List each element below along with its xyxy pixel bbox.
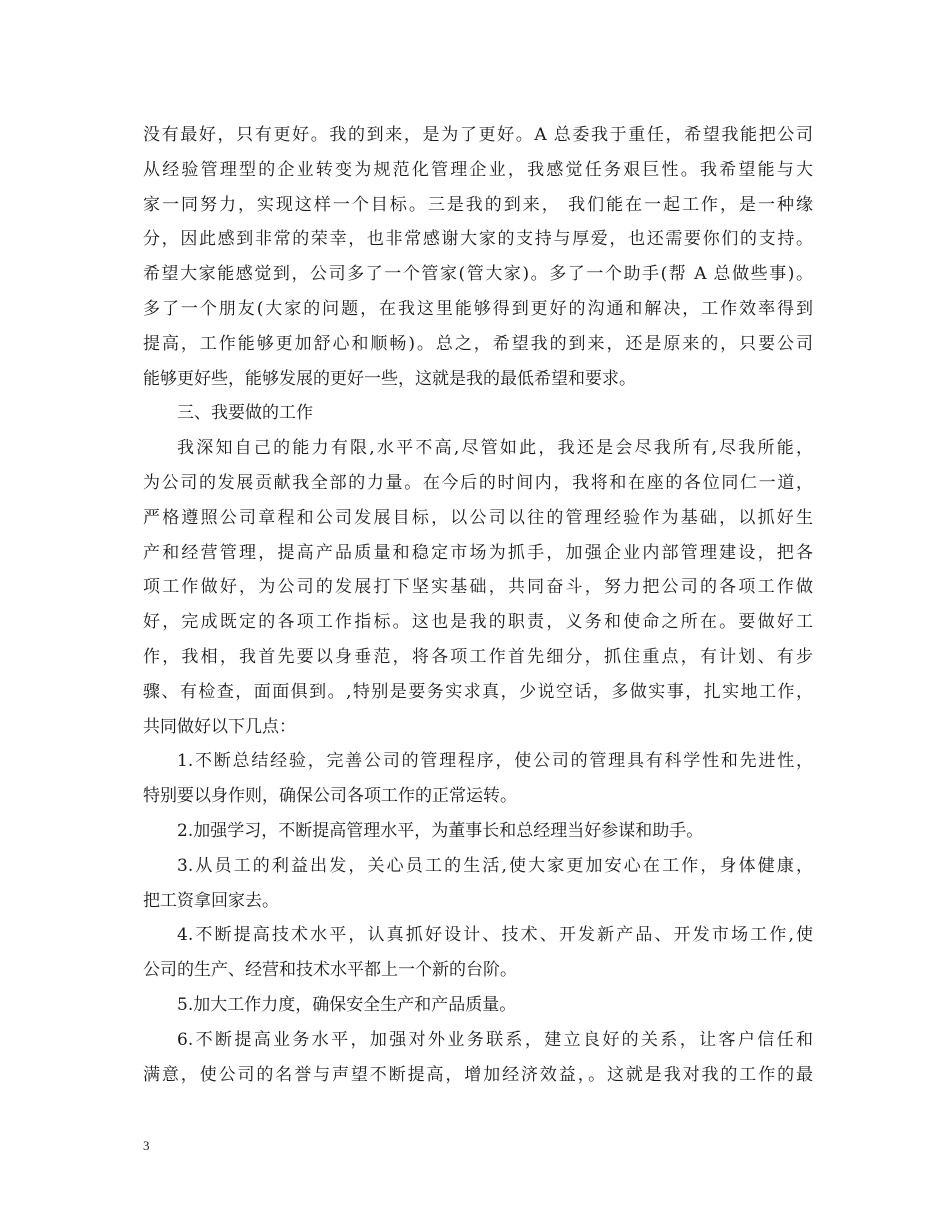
paragraph-line: 作，我相，我首先要以身垂范，将各项工作首先细分，抓住重点，有计划、有步 (143, 646, 813, 667)
list-item-line: 1.不断总结经验，完善公司的管理程序，使公司的管理具有科学性和先进性， (177, 751, 813, 772)
list-item-line: 特别要以身作则，确保公司各项工作的正常运转。 (143, 786, 517, 807)
paragraph-line: 为公司的发展贡献我全部的力量。在今后的时间内，我将和在座的各位同仁一道， (143, 472, 813, 493)
paragraph-line: 分，因此感到非常的荣幸，也非常感谢大家的支持与厚爱，也还需要你们的支持。 (143, 229, 813, 250)
list-item-line: 公司的生产、经营和技术水平都上一个新的台阶。 (143, 960, 517, 981)
paragraph-line: 我深知自己的能力有限,水平不高,尽管如此，我还是会尽我所有,尽我所能， (177, 438, 813, 459)
paragraph-line: 没有最好，只有更好。我的到来，是为了更好。A 总委我于重任，希望我能把公司 (143, 125, 813, 145)
paragraph-line: 从经验管理型的企业转变为规范化管理企业，我感觉任务艰巨性。我希望能与大 (143, 159, 813, 180)
paragraph-line: 项工作做好，为公司的发展打下坚实基础，共同奋斗，努力把公司的各项工作做 (143, 577, 813, 598)
paragraph-line: 提高，工作能够更加舒心和顺畅)。总之，希望我的到来，还是原来的，只要公司 (143, 333, 813, 354)
paragraph-line: 能够更好些，能够发展的更好一些，这就是我的最低希望和要求。 (143, 368, 636, 389)
body-text (143, 118, 813, 1092)
section-heading: 三、我要做的工作 (177, 403, 313, 424)
list-item-line: 把工资拿回家去。 (143, 890, 279, 911)
list-item-line: 4.不断提高技术水平，认真抓好设计、技术、开发新产品、开发市场工作,使 (177, 925, 813, 946)
page-number: 3 (143, 1138, 150, 1153)
paragraph-line: 好，完成既定的各项工作指标。这也是我的职责，义务和使命之所在。要做好工 (143, 612, 813, 633)
paragraph-line: 希望大家能感觉到，公司多了一个管家(管大家)。多了一个助手(帮 A 总做些事)。 (143, 264, 813, 285)
list-item-line: 3.从员工的利益出发，关心员工的生活,使大家更加安心在工作，身体健康， (177, 855, 813, 876)
list-item-line: 满意，使公司的名誉与声望不断提高，增加经济效益，。这就是我对我的工作的最 (143, 1064, 813, 1085)
list-item-line: 5.加大工作力度，确保安全生产和产品质量。 (177, 994, 517, 1015)
paragraph-line: 严格遵照公司章程和公司发展目标，以公司以往的管理经验作为基础，以抓好生 (143, 507, 813, 528)
paragraph-line: 骤、有检查，面面俱到。,特别是要务实求真，少说空话，多做实事，扎实地工作， (143, 681, 813, 702)
paragraph-line: 家一同努力，实现这样一个目标。三是我的到来， 我们能在一起工作，是一种缘 (143, 194, 813, 215)
paragraph-line: 共同做好以下几点： (143, 716, 296, 737)
list-item-line: 2.加强学习，不断提高管理水平，为董事长和总经理当好参谋和助手。 (177, 820, 704, 841)
list-item-line: 6.不断提高业务水平，加强对外业务联系，建立良好的关系，让客户信任和 (177, 1029, 813, 1050)
paragraph-line: 多了一个朋友(大家的问题，在我这里能够得到更好的沟通和解决，工作效率得到 (143, 298, 813, 319)
paragraph-line: 产和经营管理，提高产品质量和稳定市场为抓手，加强企业内部管理建设，把各 (143, 542, 813, 563)
